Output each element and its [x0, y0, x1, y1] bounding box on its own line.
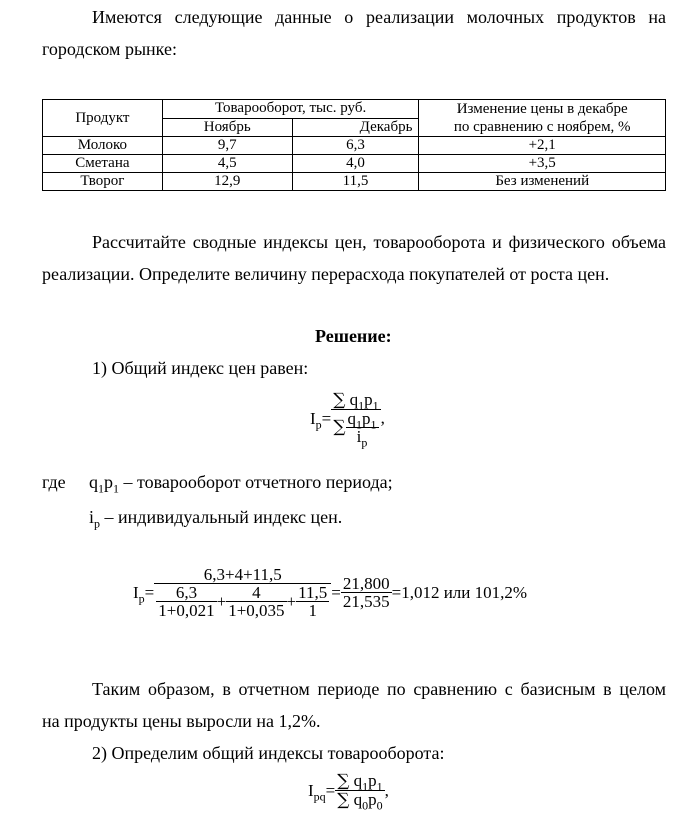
- price-index-calculation: $I_p=$ 6,3+4+11,5 $\frac{6,3}{1+0,021}$ + $\frac{4}{1+0,035}$ + $\frac{11,5}{1}$ = $\frac{21,800}{21,535}$ =1,012 или 101,2%: [133, 565, 528, 620]
- cell-december: 6,3: [292, 137, 419, 155]
- table-row: [43, 173, 666, 191]
- cell-december: 11,5: [292, 173, 419, 191]
- calc-result: =1,012 или 101,2%: [391, 583, 528, 602]
- task-line-1: Рассчитайте сводные индексы цен, товарооборота и физического объема: [92, 232, 666, 252]
- header-price-change: [419, 100, 666, 137]
- header-november: Ноябрь: [162, 118, 292, 137]
- term3-num: 11,5: [298, 583, 328, 602]
- cell-december: 4,0: [292, 155, 419, 173]
- cell-change: Без изменений: [419, 173, 666, 191]
- cell-product: Молоко: [43, 137, 163, 155]
- where-label: где: [42, 472, 66, 492]
- cell-november: 9,7: [162, 137, 292, 155]
- result-num: 21,800: [342, 574, 390, 593]
- cell-product: Сметана: [43, 155, 163, 173]
- cell-change: +2,1: [419, 137, 666, 155]
- result-den: 21,535: [342, 592, 390, 611]
- term2-num: 4: [252, 583, 261, 602]
- turnover-index-formula: $I_{pq}=$ $\frac{\sum q_1p_1}{\sum q_0p_0}$ ,: [308, 771, 389, 813]
- cell-november: 12,9: [162, 173, 292, 191]
- task-line-2: реализации. Определите величину перерасхода покупателей от роста цен.: [42, 264, 610, 284]
- intro-line-1: Имеются следующие данные о реализации молочных продуктов на: [92, 7, 666, 27]
- step2-text: 2) Определим общий индексы товарооборота:: [92, 743, 445, 763]
- solution-heading: Решение:: [315, 326, 392, 346]
- cell-november: 4,5: [162, 155, 292, 173]
- calc-numerator: 6,3+4+11,5: [203, 565, 282, 584]
- term2-den: 1+0,035: [228, 601, 285, 620]
- header-price-change-line-1: Изменение цены в декабре: [456, 101, 628, 117]
- definition-ip-text: – индивидуальный индекс цен.: [104, 507, 343, 527]
- definition-ip: $i_p$ – индивидуальный индекс цен.: [89, 507, 343, 531]
- sales-table: [42, 99, 666, 191]
- definition-q1p1-text: – товарооборот отчетного периода;: [123, 472, 393, 492]
- term1-num: 6,3: [175, 583, 198, 602]
- table-row: [43, 137, 666, 155]
- price-index-formula: $I_p=$ ∑ $q_1p_1$ ∑ $\frac{q_1p_1}{i_p}$ ,: [310, 390, 385, 450]
- conclusion-line-1: Таким образом, в отчетном периоде по сравнению с базисным в целом: [92, 679, 666, 699]
- cell-change: +3,5: [419, 155, 666, 173]
- header-december: Декабрь: [292, 118, 419, 137]
- header-price-change-line-2: по сравнению с ноябрем, %: [453, 119, 631, 135]
- step1-text: 1) Общий индекс цен равен:: [92, 358, 309, 378]
- conclusion-line-2: на продукты цены выросли на 1,2%.: [42, 711, 321, 731]
- table-row: [43, 155, 666, 173]
- intro-line-2: городском рынке:: [42, 39, 177, 59]
- header-product: Продукт: [43, 100, 163, 137]
- header-turnover: Товарооборот, тыс. руб.: [162, 100, 419, 119]
- term1-den: 1+0,021: [158, 601, 215, 620]
- definition-q1p1: $q_1p_1$ – товарооборот отчетного периода;: [89, 472, 393, 496]
- cell-product: Творог: [43, 173, 163, 191]
- term3-den: 1: [296, 601, 329, 619]
